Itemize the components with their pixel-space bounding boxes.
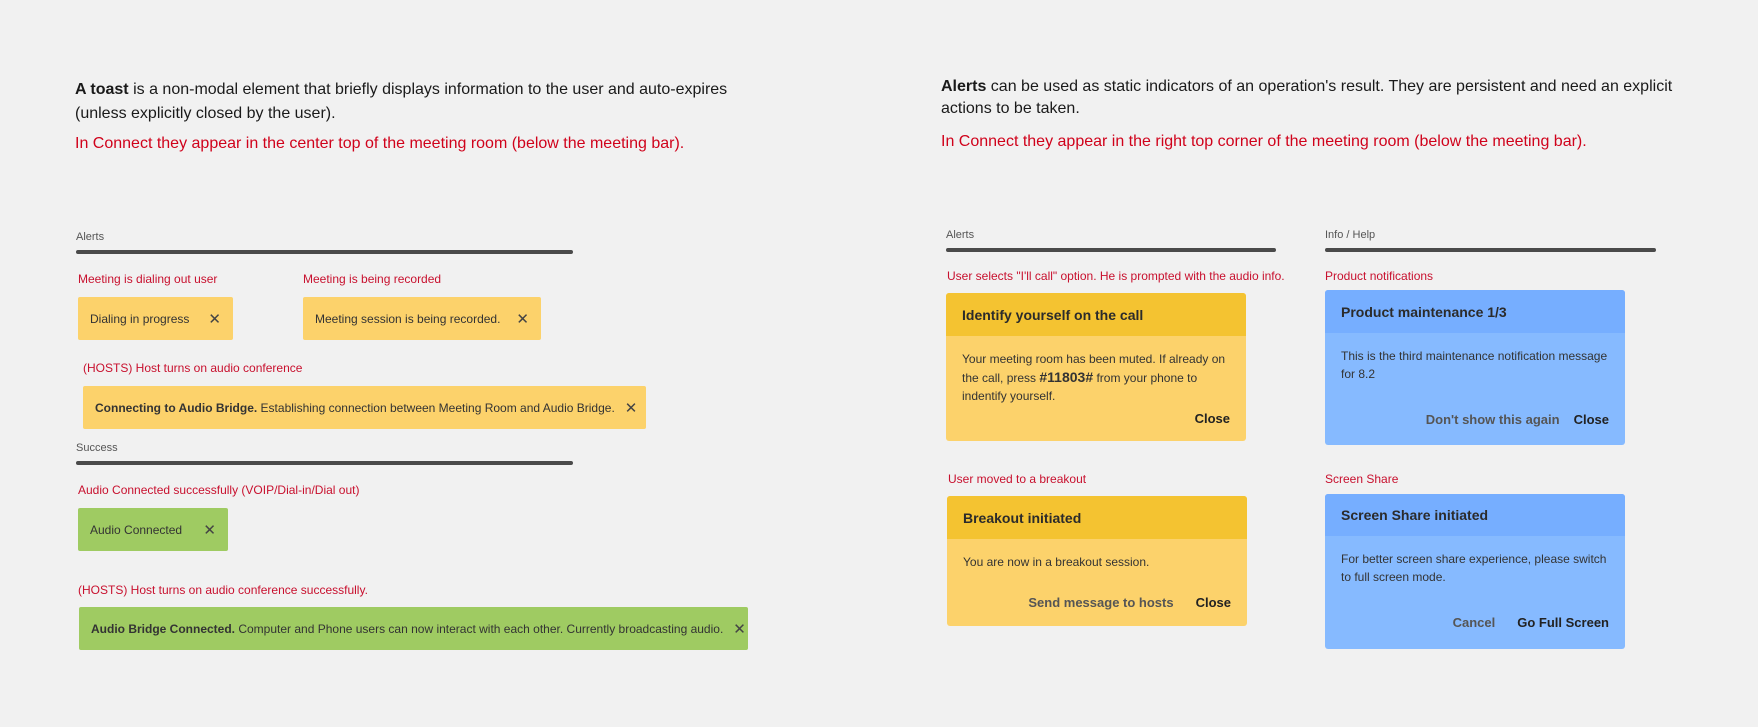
close-icon[interactable]: ✕ [733,620,746,638]
caption-bridge-connected: (HOSTS) Host turns on audio conference successfully. [78,583,368,597]
close-icon[interactable]: ✕ [624,399,638,417]
alert-title: Screen Share initiated [1325,494,1625,536]
alert-actions [1426,412,1609,427]
section-title-success: Success [76,442,118,454]
caption-identify: User selects "I'll call" option. He is prompted with the audio info. [947,269,1285,283]
toast-audio-connected [78,508,228,551]
caption-screenshare: Screen Share [1325,472,1399,486]
alert-placement-note: In Connect they appear in the right top corner of the meeting room (below the meeting bar). [941,133,1587,150]
section-divider [946,248,1276,252]
close-icon[interactable]: ✕ [516,310,529,328]
dont-show-again-button[interactable]: Don't show this again [1425,412,1560,427]
toast-text: Meeting session is being recorded. [315,311,501,326]
section-title-alerts: Alerts [76,231,105,243]
caption-audio-conf: (HOSTS) Host turns on audio conference [83,361,303,375]
alert-title: Product maintenance 1/3 [1325,290,1625,333]
caption-breakout: User moved to a breakout [948,472,1087,486]
alert-body: This is the third maintenance notification message for 8.2 [1341,349,1608,381]
caption-dialing: Meeting is dialing out user [78,272,218,286]
section-title-info-help: Info / Help [1325,229,1376,241]
section-divider [76,250,573,254]
close-button[interactable]: Close [1573,412,1609,427]
toast-text: Audio Bridge Connected. Computer and Phone users can now interact with each other. Currently broadcasting audio. [91,621,724,636]
caption-maintenance: Product notifications [1325,269,1434,283]
alert-actions [1195,411,1230,426]
alert-screen-share [1325,494,1625,649]
toast-description: A toast is a non-modal element that briefly displays information to the user and auto-expires (unless explicitly closed by the user). [75,81,728,122]
section-divider [76,461,573,465]
toast-text: Connecting to Audio Bridge. Establishing connection between Meeting Room and Audio Bridge. [95,400,615,415]
go-full-screen-button[interactable]: Go Full Screen [1517,615,1609,630]
toast-dialing [78,297,233,340]
alert-identify-yourself [946,293,1246,441]
close-icon[interactable]: ✕ [208,310,221,328]
toast-text: Dialing in progress [90,311,190,326]
alert-title: Breakout initiated [947,496,1247,539]
alert-description: Alerts can be used as static indicators of an operation's result. They are persistent and need an explicit actions to be taken. [941,78,1673,117]
close-button[interactable]: Close [1195,595,1231,610]
alert-product-maintenance [1325,290,1625,445]
toast-placement-note: In Connect they appear in the center top of the meeting room (below the meeting bar). [75,135,685,152]
alert-actions [1453,615,1609,630]
toast-audio-bridge-connected [79,607,748,650]
alert-body: For better screen share experience, please switch to full screen mode. [1341,552,1607,584]
toast-audio-bridge-connecting [83,386,646,429]
alert-body: You are now in a breakout session. [963,555,1150,569]
toast-text: Audio Connected [90,522,183,537]
section-title-alerts: Alerts [946,229,975,241]
cancel-button[interactable]: Cancel [1452,615,1496,630]
send-message-button[interactable]: Send message to hosts [1028,595,1174,610]
alert-body: Your meeting room has been muted. If already on the call, press #11803# from your phone to indentify yourself. [962,352,1226,403]
close-button[interactable]: Close [1194,411,1230,426]
section-divider [1325,248,1656,252]
close-icon[interactable]: ✕ [203,521,216,539]
alert-breakout [947,496,1247,626]
toast-recorded [303,297,541,340]
alert-actions [1028,595,1231,610]
caption-recorded: Meeting is being recorded [303,272,442,286]
alert-title: Identify yourself on the call [946,293,1246,336]
caption-audio-connected: Audio Connected successfully (VOIP/Dial-in/Dial out) [78,483,360,497]
